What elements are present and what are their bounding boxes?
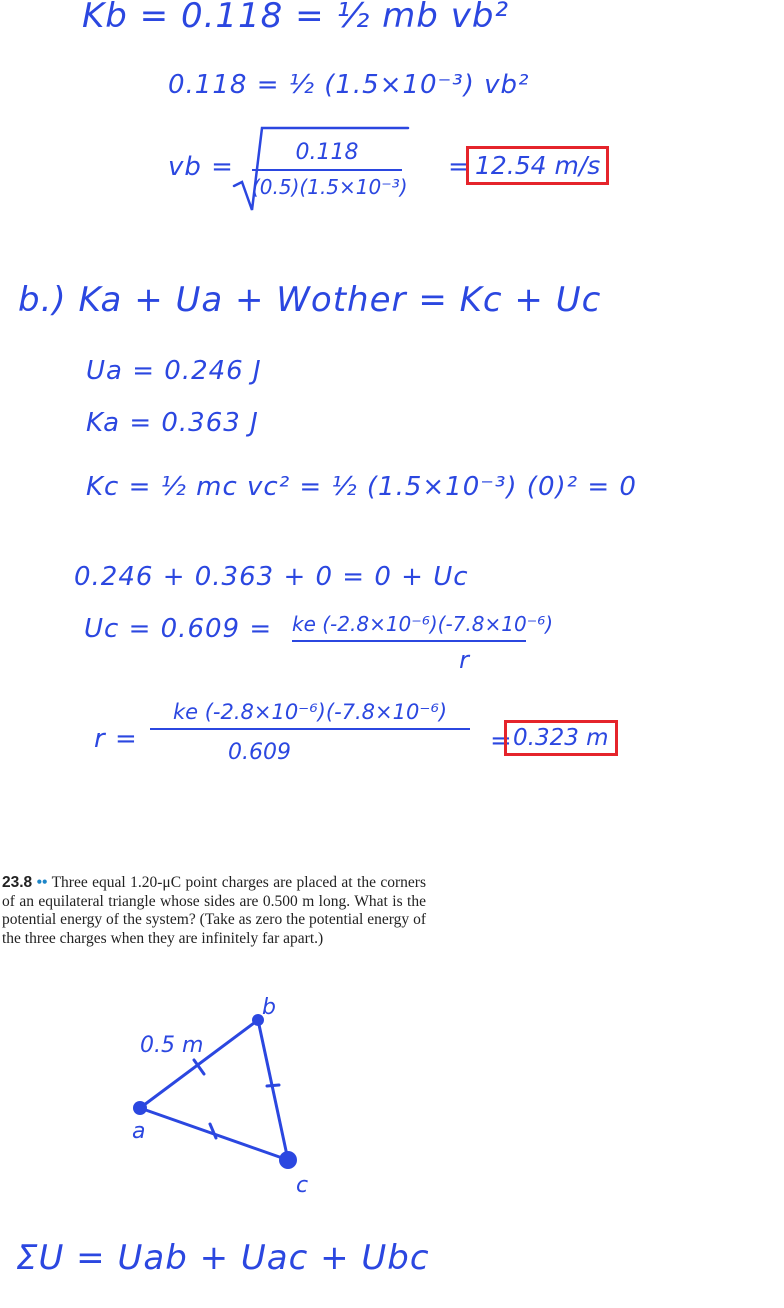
tick-ac — [210, 1124, 216, 1138]
kb-equation: Kb = 0.118 = ½ mb vb² — [82, 0, 510, 36]
total-potential-energy-sum: ΣU = Uab + Uac + Ubc — [16, 1238, 430, 1278]
energy-conservation-equation: b.) Ka + Ua + Wother = Kc + Uc — [18, 280, 602, 320]
problem-number: 23.8 — [2, 874, 33, 891]
charge-c-dot — [279, 1151, 297, 1169]
r-denominator: 0.609 — [228, 740, 291, 765]
tick-bc — [267, 1085, 279, 1086]
label-b: b — [262, 995, 276, 1020]
ua-value: Ua = 0.246 J — [86, 356, 262, 386]
vb-lhs: vb = — [168, 152, 234, 182]
uc-lhs: Uc = 0.609 = — [84, 614, 273, 644]
charge-a-dot — [133, 1101, 147, 1115]
r-lhs: r = — [94, 724, 138, 754]
vb-fraction — [252, 140, 408, 199]
r-numerator: ke (-2.8×10⁻⁶)(-7.8×10⁻⁶) — [172, 700, 448, 724]
uc-numerator: ke (-2.8×10⁻⁶)(-7.8×10⁻⁶) — [292, 612, 554, 636]
label-a: a — [132, 1119, 146, 1144]
side-length-label: 0.5 m — [140, 1033, 204, 1058]
vb-numerator: 0.118 — [295, 140, 359, 165]
r-result-box: 0.323 m — [504, 720, 618, 756]
side-bc — [258, 1020, 288, 1160]
triangle-diagram — [110, 990, 350, 1200]
problem-statement — [2, 874, 426, 948]
uc-denominator: r — [459, 646, 469, 674]
vb-result-box: 12.54 m/s — [466, 146, 609, 185]
energy-sum: 0.246 + 0.363 + 0 = 0 + Uc — [74, 562, 469, 592]
uc-fraction-bar — [292, 640, 526, 642]
r-equals: = — [490, 726, 513, 756]
uc-fraction — [292, 612, 554, 674]
vb-equals: = — [448, 152, 471, 182]
r-fraction — [150, 700, 470, 765]
label-c: c — [296, 1173, 309, 1198]
r-fraction-bar — [150, 728, 470, 730]
kb-substitution: 0.118 = ½ (1.5×10⁻³) vb² — [168, 70, 530, 100]
ka-value: Ka = 0.363 J — [86, 408, 259, 438]
difficulty-dots: •• — [36, 874, 48, 891]
vb-fraction-bar — [252, 169, 402, 171]
problem-text: Three equal 1.20-μC point charges are placed at the corners of an equilateral triangle whose sides are 0.500 m long. What is the potential energy of the system? (Take as zero the potential energy of the three charges when they are infinitely far apart.) — [2, 874, 426, 947]
vb-denominator: (0.5)(1.5×10⁻³) — [252, 175, 408, 199]
kc-equation: Kc = ½ mc vc² = ½ (1.5×10⁻³) (0)² = 0 — [86, 472, 637, 502]
